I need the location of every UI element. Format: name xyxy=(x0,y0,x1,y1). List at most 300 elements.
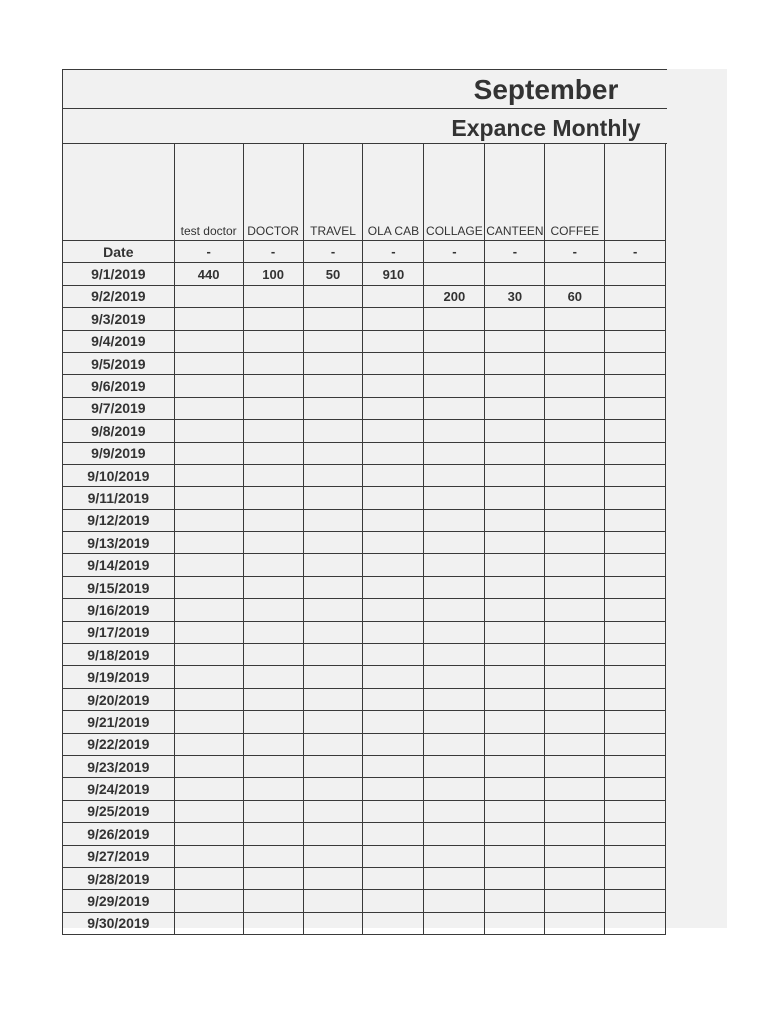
amount-cell[interactable] xyxy=(424,308,485,330)
amount-cell[interactable] xyxy=(605,733,666,755)
date-cell[interactable]: 9/28/2019 xyxy=(63,867,175,889)
amount-cell[interactable] xyxy=(363,464,424,486)
amount-cell[interactable] xyxy=(545,778,605,800)
amount-cell[interactable] xyxy=(243,845,303,867)
amount-cell[interactable] xyxy=(243,576,303,598)
amount-cell[interactable] xyxy=(243,666,303,688)
amount-cell[interactable] xyxy=(303,644,363,666)
amount-cell[interactable]: 200 xyxy=(424,285,485,307)
amount-cell[interactable] xyxy=(605,576,666,598)
amount-cell[interactable] xyxy=(243,823,303,845)
amount-cell[interactable] xyxy=(424,845,485,867)
table-row xyxy=(63,285,666,307)
date-cell[interactable]: 9/14/2019 xyxy=(63,554,175,576)
amount-cell[interactable] xyxy=(243,464,303,486)
amount-cell[interactable] xyxy=(545,352,605,374)
date-cell[interactable]: 9/22/2019 xyxy=(63,733,175,755)
date-cell[interactable]: 9/13/2019 xyxy=(63,532,175,554)
amount-cell[interactable] xyxy=(363,823,424,845)
amount-cell[interactable] xyxy=(424,867,485,889)
amount-cell[interactable] xyxy=(605,666,666,688)
amount-cell[interactable] xyxy=(545,509,605,531)
amount-cell[interactable] xyxy=(605,644,666,666)
amount-cell[interactable] xyxy=(363,800,424,822)
sheet-title: September xyxy=(473,74,619,105)
date-cell[interactable]: 9/7/2019 xyxy=(63,397,175,419)
amount-cell[interactable] xyxy=(174,285,243,307)
amount-cell[interactable] xyxy=(485,621,545,643)
amount-cell[interactable] xyxy=(605,867,666,889)
date-cell[interactable]: 9/27/2019 xyxy=(63,845,175,867)
category-header-cell[interactable] xyxy=(605,144,666,241)
amount-cell[interactable] xyxy=(485,755,545,777)
amount-cell[interactable] xyxy=(303,285,363,307)
date-cell[interactable]: 9/21/2019 xyxy=(63,711,175,733)
amount-cell[interactable] xyxy=(424,576,485,598)
amount-cell[interactable] xyxy=(424,733,485,755)
amount-cell[interactable] xyxy=(545,688,605,710)
amount-cell[interactable] xyxy=(363,912,424,934)
total-cell[interactable]: - xyxy=(303,241,363,263)
date-cell[interactable]: 9/16/2019 xyxy=(63,599,175,621)
amount-cell[interactable] xyxy=(243,330,303,352)
amount-cell[interactable] xyxy=(363,397,424,419)
amount-cell[interactable] xyxy=(243,711,303,733)
amount-cell[interactable] xyxy=(424,375,485,397)
amount-cell[interactable] xyxy=(303,330,363,352)
table-row xyxy=(63,420,666,442)
amount-cell[interactable] xyxy=(545,800,605,822)
category-header-cell[interactable]: test doctor xyxy=(174,144,243,241)
amount-cell[interactable] xyxy=(605,375,666,397)
amount-cell[interactable] xyxy=(363,285,424,307)
amount-cell[interactable] xyxy=(174,397,243,419)
amount-cell[interactable] xyxy=(243,554,303,576)
amount-cell[interactable] xyxy=(485,308,545,330)
amount-cell[interactable] xyxy=(303,912,363,934)
amount-cell[interactable] xyxy=(303,442,363,464)
amount-cell[interactable] xyxy=(174,352,243,374)
amount-cell[interactable] xyxy=(174,375,243,397)
amount-cell[interactable] xyxy=(363,644,424,666)
amount-cell[interactable] xyxy=(485,733,545,755)
amount-cell[interactable] xyxy=(605,845,666,867)
amount-cell[interactable]: 910 xyxy=(363,263,424,285)
amount-cell[interactable] xyxy=(303,509,363,531)
amount-cell[interactable] xyxy=(424,330,485,352)
amount-cell[interactable] xyxy=(605,912,666,934)
date-cell[interactable]: 9/11/2019 xyxy=(63,487,175,509)
amount-cell[interactable] xyxy=(545,532,605,554)
amount-cell[interactable] xyxy=(303,711,363,733)
amount-cell[interactable] xyxy=(243,890,303,912)
category-header-cell[interactable]: CANTEEN xyxy=(485,144,545,241)
amount-cell[interactable] xyxy=(424,509,485,531)
amount-cell[interactable] xyxy=(174,554,243,576)
category-header-cell[interactable]: TRAVEL xyxy=(303,144,363,241)
amount-cell[interactable] xyxy=(485,800,545,822)
amount-cell[interactable] xyxy=(545,755,605,777)
date-cell[interactable]: 9/30/2019 xyxy=(63,912,175,934)
amount-cell[interactable] xyxy=(174,688,243,710)
amount-cell[interactable] xyxy=(424,755,485,777)
amount-cell[interactable] xyxy=(545,823,605,845)
amount-cell[interactable] xyxy=(363,778,424,800)
amount-cell[interactable] xyxy=(424,442,485,464)
amount-cell[interactable] xyxy=(485,576,545,598)
amount-cell[interactable] xyxy=(545,711,605,733)
amount-cell[interactable] xyxy=(485,263,545,285)
table-row xyxy=(63,890,666,912)
amount-cell[interactable] xyxy=(485,375,545,397)
amount-cell[interactable] xyxy=(363,755,424,777)
amount-cell[interactable] xyxy=(174,800,243,822)
amount-cell[interactable] xyxy=(363,688,424,710)
date-cell[interactable]: 9/4/2019 xyxy=(63,330,175,352)
total-cell[interactable]: - xyxy=(545,241,605,263)
amount-cell[interactable] xyxy=(243,733,303,755)
amount-cell[interactable] xyxy=(424,420,485,442)
amount-cell[interactable] xyxy=(424,621,485,643)
amount-cell[interactable] xyxy=(303,532,363,554)
amount-cell[interactable] xyxy=(424,263,485,285)
amount-cell[interactable] xyxy=(243,509,303,531)
amount-cell[interactable] xyxy=(485,464,545,486)
amount-cell[interactable] xyxy=(243,621,303,643)
amount-cell[interactable] xyxy=(605,800,666,822)
date-cell[interactable]: 9/29/2019 xyxy=(63,890,175,912)
amount-cell[interactable] xyxy=(363,890,424,912)
amount-cell[interactable] xyxy=(303,308,363,330)
amount-cell[interactable] xyxy=(174,420,243,442)
amount-cell[interactable] xyxy=(605,688,666,710)
amount-cell[interactable] xyxy=(605,397,666,419)
date-cell[interactable]: 9/23/2019 xyxy=(63,755,175,777)
amount-cell[interactable] xyxy=(363,330,424,352)
amount-cell[interactable] xyxy=(174,532,243,554)
amount-cell[interactable] xyxy=(545,420,605,442)
category-header-cell[interactable]: COFFEE xyxy=(545,144,605,241)
date-column-header[interactable]: Date xyxy=(63,241,175,263)
total-cell[interactable]: - xyxy=(243,241,303,263)
amount-cell[interactable] xyxy=(424,487,485,509)
amount-cell[interactable] xyxy=(174,599,243,621)
subtitle-row xyxy=(63,109,667,144)
amount-cell[interactable] xyxy=(545,733,605,755)
amount-cell[interactable] xyxy=(303,352,363,374)
total-cell[interactable]: - xyxy=(485,241,545,263)
amount-cell[interactable] xyxy=(174,890,243,912)
amount-cell[interactable] xyxy=(243,487,303,509)
amount-cell[interactable] xyxy=(545,397,605,419)
amount-cell[interactable] xyxy=(243,375,303,397)
amount-cell[interactable] xyxy=(174,621,243,643)
amount-cell[interactable] xyxy=(424,711,485,733)
amount-cell[interactable] xyxy=(363,845,424,867)
amount-cell[interactable] xyxy=(303,397,363,419)
date-cell[interactable]: 9/20/2019 xyxy=(63,688,175,710)
category-header-cell[interactable]: OLA CAB xyxy=(363,144,424,241)
amount-cell[interactable] xyxy=(485,487,545,509)
amount-cell[interactable] xyxy=(424,554,485,576)
amount-cell[interactable] xyxy=(485,330,545,352)
amount-cell[interactable] xyxy=(605,711,666,733)
date-cell[interactable]: 9/18/2019 xyxy=(63,644,175,666)
amount-cell[interactable] xyxy=(424,532,485,554)
amount-cell[interactable] xyxy=(545,621,605,643)
amount-cell[interactable] xyxy=(485,688,545,710)
amount-cell[interactable] xyxy=(303,755,363,777)
date-cell[interactable]: 9/6/2019 xyxy=(63,375,175,397)
amount-cell[interactable] xyxy=(303,599,363,621)
table-row xyxy=(63,442,666,464)
amount-cell[interactable] xyxy=(485,420,545,442)
amount-cell[interactable] xyxy=(485,890,545,912)
amount-cell[interactable]: 440 xyxy=(174,263,243,285)
amount-cell[interactable] xyxy=(485,397,545,419)
totals-row xyxy=(63,241,666,263)
amount-cell[interactable] xyxy=(485,666,545,688)
amount-cell[interactable] xyxy=(363,554,424,576)
amount-cell[interactable] xyxy=(424,644,485,666)
amount-cell[interactable] xyxy=(545,599,605,621)
amount-cell[interactable] xyxy=(363,352,424,374)
amount-cell[interactable] xyxy=(605,263,666,285)
amount-cell[interactable] xyxy=(303,778,363,800)
amount-cell[interactable] xyxy=(424,464,485,486)
amount-cell[interactable] xyxy=(545,912,605,934)
amount-cell[interactable] xyxy=(243,644,303,666)
date-cell[interactable]: 9/10/2019 xyxy=(63,464,175,486)
amount-cell[interactable] xyxy=(303,666,363,688)
amount-cell[interactable] xyxy=(424,666,485,688)
amount-cell[interactable] xyxy=(545,845,605,867)
amount-cell[interactable] xyxy=(174,912,243,934)
amount-cell[interactable] xyxy=(363,420,424,442)
amount-cell[interactable] xyxy=(303,733,363,755)
amount-cell[interactable] xyxy=(363,621,424,643)
amount-cell[interactable] xyxy=(363,576,424,598)
amount-cell[interactable] xyxy=(605,420,666,442)
amount-cell[interactable] xyxy=(174,845,243,867)
date-cell[interactable]: 9/3/2019 xyxy=(63,308,175,330)
date-cell[interactable]: 9/2/2019 xyxy=(63,285,175,307)
amount-cell[interactable] xyxy=(545,576,605,598)
amount-cell[interactable] xyxy=(243,912,303,934)
amount-cell[interactable] xyxy=(174,778,243,800)
amount-cell[interactable] xyxy=(174,711,243,733)
date-cell[interactable]: 9/25/2019 xyxy=(63,800,175,822)
amount-cell[interactable] xyxy=(243,867,303,889)
category-header-cell[interactable]: DOCTOR xyxy=(243,144,303,241)
amount-cell[interactable] xyxy=(174,576,243,598)
amount-cell[interactable] xyxy=(605,532,666,554)
amount-cell[interactable] xyxy=(174,666,243,688)
amount-cell[interactable] xyxy=(485,532,545,554)
amount-cell[interactable] xyxy=(363,375,424,397)
amount-cell[interactable] xyxy=(485,599,545,621)
amount-cell[interactable] xyxy=(174,509,243,531)
amount-cell[interactable] xyxy=(363,867,424,889)
amount-cell[interactable] xyxy=(363,487,424,509)
date-cell[interactable]: 9/1/2019 xyxy=(63,263,175,285)
date-cell[interactable]: 9/8/2019 xyxy=(63,420,175,442)
amount-cell[interactable] xyxy=(424,890,485,912)
amount-cell[interactable] xyxy=(363,308,424,330)
amount-cell[interactable] xyxy=(303,845,363,867)
amount-cell[interactable] xyxy=(303,554,363,576)
amount-cell[interactable] xyxy=(605,621,666,643)
amount-cell[interactable] xyxy=(605,464,666,486)
amount-cell[interactable] xyxy=(485,352,545,374)
amount-cell[interactable] xyxy=(545,666,605,688)
amount-cell[interactable] xyxy=(174,644,243,666)
amount-cell[interactable] xyxy=(303,688,363,710)
amount-cell[interactable] xyxy=(243,688,303,710)
amount-cell[interactable] xyxy=(303,890,363,912)
amount-cell[interactable] xyxy=(545,487,605,509)
amount-cell[interactable] xyxy=(605,330,666,352)
amount-cell[interactable] xyxy=(303,800,363,822)
date-cell[interactable]: 9/15/2019 xyxy=(63,576,175,598)
amount-cell[interactable] xyxy=(545,375,605,397)
amount-cell[interactable] xyxy=(605,352,666,374)
date-cell[interactable]: 9/17/2019 xyxy=(63,621,175,643)
amount-cell[interactable] xyxy=(174,755,243,777)
amount-cell[interactable] xyxy=(174,330,243,352)
amount-cell[interactable] xyxy=(243,442,303,464)
amount-cell[interactable] xyxy=(243,755,303,777)
amount-cell[interactable] xyxy=(605,823,666,845)
amount-cell[interactable]: 60 xyxy=(545,285,605,307)
date-cell[interactable]: 9/9/2019 xyxy=(63,442,175,464)
table-row xyxy=(63,800,666,822)
amount-cell[interactable] xyxy=(363,711,424,733)
amount-cell[interactable]: 100 xyxy=(243,263,303,285)
amount-cell[interactable]: 30 xyxy=(485,285,545,307)
amount-cell[interactable] xyxy=(485,778,545,800)
amount-cell[interactable] xyxy=(363,442,424,464)
amount-cell[interactable] xyxy=(303,487,363,509)
amount-cell[interactable] xyxy=(363,666,424,688)
amount-cell[interactable] xyxy=(605,755,666,777)
date-cell[interactable]: 9/19/2019 xyxy=(63,666,175,688)
amount-cell[interactable] xyxy=(243,397,303,419)
table-row xyxy=(63,532,666,554)
amount-cell[interactable] xyxy=(174,464,243,486)
amount-cell[interactable] xyxy=(545,464,605,486)
date-cell[interactable]: 9/24/2019 xyxy=(63,778,175,800)
amount-cell[interactable] xyxy=(545,554,605,576)
amount-cell[interactable] xyxy=(243,308,303,330)
amount-cell[interactable] xyxy=(545,890,605,912)
amount-cell[interactable] xyxy=(424,823,485,845)
amount-cell[interactable] xyxy=(485,644,545,666)
date-cell[interactable]: 9/12/2019 xyxy=(63,509,175,531)
amount-cell[interactable] xyxy=(243,800,303,822)
amount-cell[interactable] xyxy=(485,554,545,576)
sheet-subtitle: Expance Monthly xyxy=(451,115,641,141)
amount-cell[interactable] xyxy=(363,733,424,755)
amount-cell[interactable] xyxy=(605,487,666,509)
amount-cell[interactable] xyxy=(303,621,363,643)
amount-cell[interactable] xyxy=(605,554,666,576)
amount-cell[interactable] xyxy=(545,330,605,352)
date-cell[interactable]: 9/5/2019 xyxy=(63,352,175,374)
amount-cell[interactable] xyxy=(485,509,545,531)
amount-cell[interactable] xyxy=(303,420,363,442)
amount-cell[interactable]: 50 xyxy=(303,263,363,285)
amount-cell[interactable] xyxy=(485,845,545,867)
amount-cell[interactable] xyxy=(243,599,303,621)
amount-cell[interactable] xyxy=(363,599,424,621)
total-cell[interactable]: - xyxy=(424,241,485,263)
amount-cell[interactable] xyxy=(303,576,363,598)
amount-cell[interactable] xyxy=(605,890,666,912)
amount-cell[interactable] xyxy=(605,442,666,464)
total-cell[interactable]: - xyxy=(174,241,243,263)
amount-cell[interactable] xyxy=(605,285,666,307)
date-cell[interactable]: 9/26/2019 xyxy=(63,823,175,845)
amount-cell[interactable] xyxy=(545,308,605,330)
amount-cell[interactable] xyxy=(485,711,545,733)
amount-cell[interactable] xyxy=(545,442,605,464)
category-header-cell[interactable]: COLLAGE xyxy=(424,144,485,241)
amount-cell[interactable] xyxy=(545,263,605,285)
amount-cell[interactable] xyxy=(303,464,363,486)
amount-cell[interactable] xyxy=(605,509,666,531)
amount-cell[interactable] xyxy=(174,823,243,845)
amount-cell[interactable] xyxy=(303,375,363,397)
amount-cell[interactable] xyxy=(174,487,243,509)
amount-cell[interactable] xyxy=(174,308,243,330)
table-row xyxy=(63,845,666,867)
amount-cell[interactable] xyxy=(605,599,666,621)
table-row xyxy=(63,621,666,643)
amount-cell[interactable] xyxy=(243,352,303,374)
amount-cell[interactable] xyxy=(174,867,243,889)
amount-cell[interactable] xyxy=(424,800,485,822)
amount-cell[interactable] xyxy=(485,912,545,934)
amount-cell[interactable] xyxy=(545,867,605,889)
amount-cell[interactable] xyxy=(424,352,485,374)
amount-cell[interactable] xyxy=(303,823,363,845)
amount-cell[interactable] xyxy=(174,733,243,755)
total-cell[interactable]: - xyxy=(605,241,666,263)
amount-cell[interactable] xyxy=(424,599,485,621)
amount-cell[interactable] xyxy=(243,778,303,800)
amount-cell[interactable] xyxy=(485,823,545,845)
amount-cell[interactable] xyxy=(424,688,485,710)
amount-cell[interactable] xyxy=(363,509,424,531)
amount-cell[interactable] xyxy=(243,420,303,442)
amount-cell[interactable] xyxy=(545,644,605,666)
amount-cell[interactable] xyxy=(303,867,363,889)
amount-cell[interactable] xyxy=(605,778,666,800)
header-corner-cell[interactable] xyxy=(63,144,175,241)
amount-cell[interactable] xyxy=(424,778,485,800)
amount-cell[interactable] xyxy=(243,532,303,554)
amount-cell[interactable] xyxy=(174,442,243,464)
amount-cell[interactable] xyxy=(424,912,485,934)
amount-cell[interactable] xyxy=(605,308,666,330)
amount-cell[interactable] xyxy=(243,285,303,307)
amount-cell[interactable] xyxy=(485,442,545,464)
amount-cell[interactable] xyxy=(424,397,485,419)
amount-cell[interactable] xyxy=(363,532,424,554)
amount-cell[interactable] xyxy=(485,867,545,889)
total-cell[interactable]: - xyxy=(363,241,424,263)
